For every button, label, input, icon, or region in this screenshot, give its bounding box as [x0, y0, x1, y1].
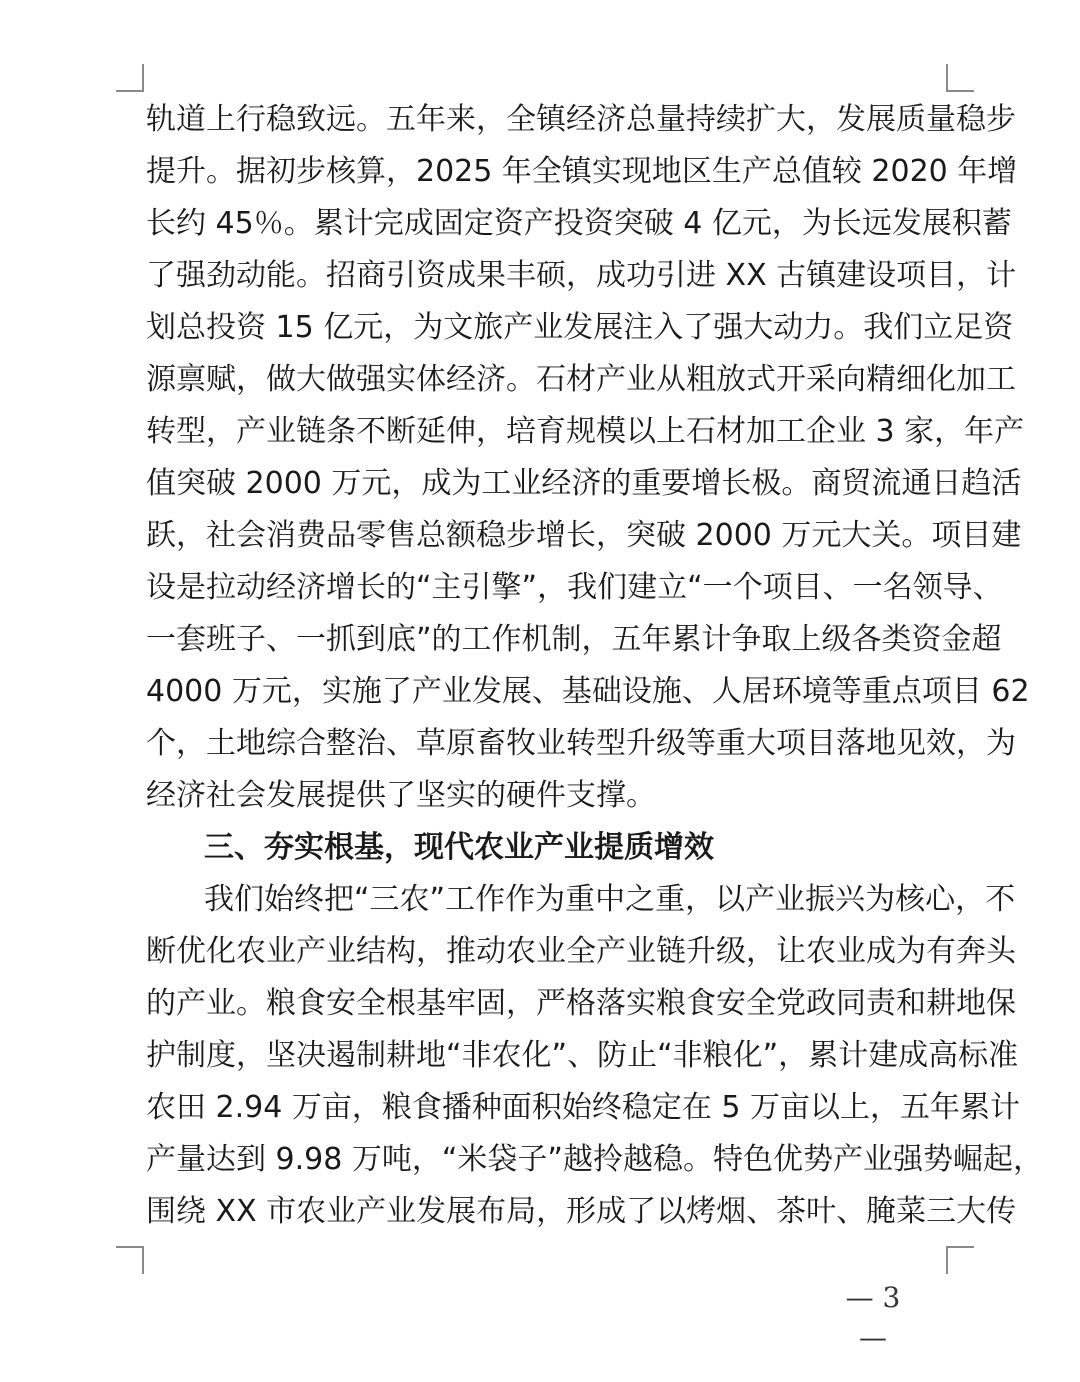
text-line: 轨道上行稳致远。五年来，全镇经济总量持续扩大，发展质量稳步 — [146, 102, 1016, 137]
text-line: 设是拉动经济增长的“主引擎”，我们建立“一个项目、一名领导、 — [146, 570, 1003, 605]
page-number: — 3 — — [845, 1281, 901, 1354]
text-line: 围绕 XX 市农业产业发展布局，形成了以烤烟、茶叶、腌菜三大传 — [146, 1194, 1017, 1229]
text-line: 了强劲动能。招商引资成果丰硕，成功引进 XX 古镇建设项目，计 — [146, 258, 1017, 293]
text-line: 个，土地综合整治、草原畜牧业转型升级等重大项目落地见效，为 — [146, 726, 1016, 761]
crop-mark-top-left — [116, 64, 144, 92]
text-line: 4000 万元，实施了产业发展、基础设施、人居环境等重点项目 62 — [146, 674, 1030, 709]
body-text — [146, 94, 1043, 1238]
text-line: 的产业。粮食安全根基牢固，严格落实粮食安全党政同责和耕地保 — [146, 986, 1016, 1021]
text-line: 护制度，坚决遏制耕地“非农化”、防止“非粮化”，累计建成高标准 — [146, 1038, 1019, 1073]
text-line: 经济社会发展提供了坚实的硬件支撑。 — [146, 778, 656, 813]
crop-mark-top-right — [946, 64, 974, 92]
text-line: 源禀赋，做大做强实体经济。石材产业从粗放式开采向精细化加工 — [146, 362, 1016, 397]
crop-mark-bottom-right — [946, 1246, 974, 1274]
text-line: 我们始终把“三农”工作作为重中之重，以产业振兴为核心，不 — [204, 882, 1016, 917]
text-line: 转型，产业链条不断延伸，培育规模以上石材加工企业 3 家，年产 — [146, 414, 1025, 449]
text-line: 划总投资 15 亿元，为文旅产业发展注入了强大动力。我们立足资 — [146, 310, 1014, 345]
text-line: 值突破 2000 万元，成为工业经济的重要增长极。商贸流通日趋活 — [146, 466, 1022, 501]
text-line: 跃，社会消费品零售总额稳步增长，突破 2000 万元大关。项目建 — [146, 518, 1022, 553]
text-line: 农田 2.94 万亩，粮食播种面积始终稳定在 5 万亩以上，五年累计 — [146, 1090, 1021, 1125]
crop-mark-bottom-left — [116, 1246, 144, 1274]
text-line: 产量达到 9.98 万吨，“米袋子”越拎越稳。特色优势产业强势崛起， — [146, 1142, 1043, 1177]
text-line: 长约 45％。累计完成固定资产投资突破 4 亿元，为长远发展积蓄 — [146, 206, 1012, 241]
text-line: 断优化农业产业结构，推动农业全产业链升级，让农业成为有奔头 — [146, 934, 1016, 969]
section-heading: 三、夯实根基，现代农业产业提质增效 — [204, 830, 714, 865]
text-line: 提升。据初步核算，2025 年全镇实现地区生产总值较 2020 年增 — [146, 154, 1018, 189]
text-line: 一套班子、一抓到底”的工作机制，五年累计争取上级各类资金超 — [146, 622, 1002, 657]
